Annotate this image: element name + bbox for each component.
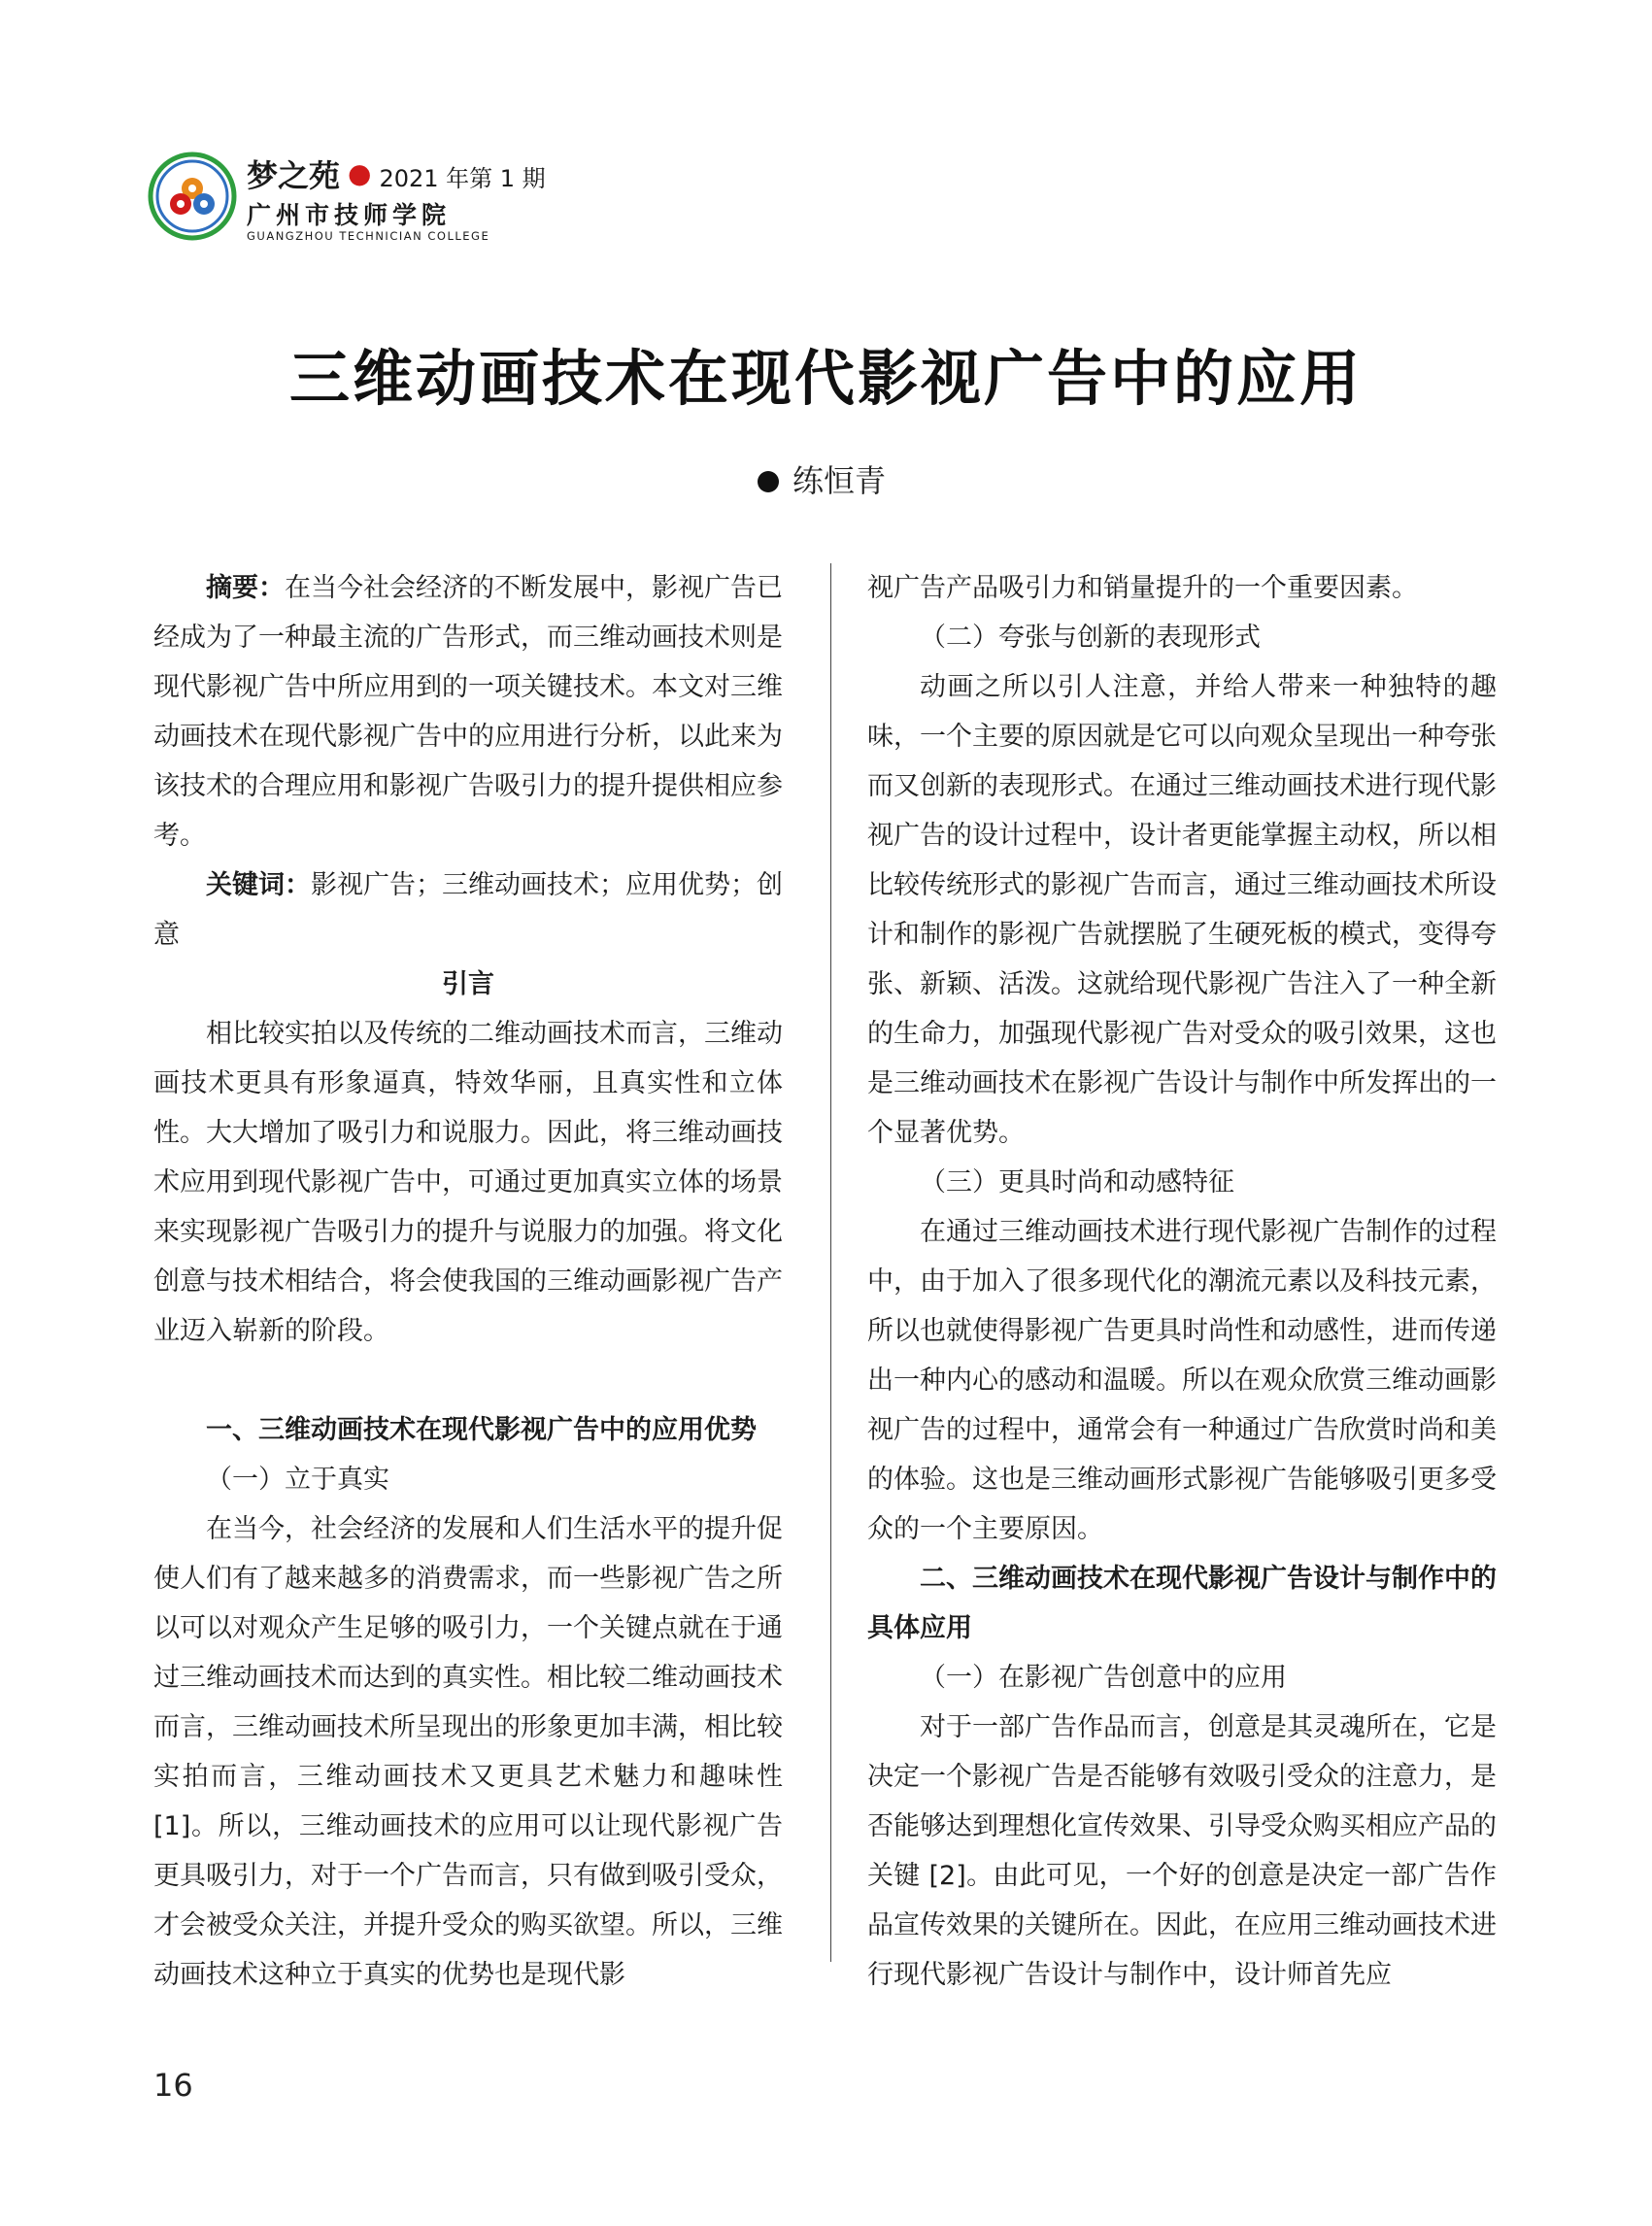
abstract-text: 在当今社会经济的不断发展中，影视广告已经成为了一种最主流的广告形式，而三维动画技术则是现代影视广告中所应用到的一项关键技术。本文对三维动画技术在现代影视广告中的应用进行分析，以此来为该技术的合理应用和影视广告吸引力的提升提供相应参考。 [153,573,783,851]
journal-header [148,146,556,253]
section1-paragraph-1: 在当今，社会经济的发展和人们生活水平的提升促使人们有了越来越多的消费需求，而一些影视广告之所以可以对观众产生足够的吸引力，一个关键点就在于通过三维动画技术而达到的真实性。相比较二维动画技术而言，三维动画技术所呈现出的形象更加丰满，相比较实拍而言，三维动画技术又更具艺术魅力和趣味性 [1]。所以，三维动画技术的应用可以让现代影视广告更具吸引力，对于一个广告而言，只有做到吸引受众，才会被受众关注，并提升受众的购买欲望。所以，三维动画技术这种立于真实的优势也是现代影 [153,1514,783,1990]
continued-paragraph: 视广告产品吸引力和销量提升的一个重要因素。 [867,573,1418,603]
page-number: 16 [153,2067,193,2104]
section1-heading: 一、三维动画技术在现代影视广告中的应用优势 [206,1415,757,1445]
section1-subheading-1: （一）立于真实 [206,1465,389,1495]
separator-dot-icon: ● [348,157,372,189]
issue-label: 2021 年第 1 期 [379,165,546,192]
abstract [153,563,783,860]
school-name-cn: 广州市技师学院 [247,201,452,229]
abstract-label: 摘要： [206,573,285,603]
column-divider [830,563,831,1962]
author-bullet-icon [758,471,779,492]
keywords [153,860,783,960]
section1-subheading-2: （二）夸张与创新的表现形式 [920,623,1261,653]
journal-name: 梦之苑 [247,157,341,194]
section2-subheading-1: （一）在影视广告创意中的应用 [920,1663,1287,1693]
section1-paragraph-3: 在通过三维动画技术进行现代影视广告制作的过程中，由于加入了很多现代化的潮流元素以及科技元素，所以也就使得影视广告更具时尚性和动感性，进而传递出一种内心的感动和温暖。所以在观众欣赏三维动画影视广告的过程中，通常会有一种通过广告欣赏时尚和美的体验。这也是三维动画形式影视广告能够吸引更多受众的一个主要原因。 [867,1217,1497,1544]
left-column [153,563,783,2000]
article-title: 三维动画技术在现代影视广告中的应用 [288,343,1363,414]
keywords-label: 关键词： [206,870,311,900]
author-line [758,456,886,501]
journal-line [247,152,546,196]
section2-heading: 二、三维动画技术在现代影视广告设计与制作中的具体应用 [867,1564,1497,1643]
section1-paragraph-2: 动画之所以引人注意，并给人带来一种独特的趣味，一个主要的原因就是它可以向观众呈现出一种夸张而又创新的表现形式。在通过三维动画技术进行现代影视广告的设计过程中，设计者更能掌握主动权，所以相比较传统形式的影视广告而言，通过三维动画技术所设计和制作的影视广告就摆脱了生硬死板的模式，变得夸张、新颖、活泼。这就给现代影视广告注入了一种全新的生命力，加强现代影视广告对受众的吸引效果，这也是三维动画技术在影视广告设计与制作中所发挥出的一个显著优势。 [867,672,1497,1148]
keywords-text: 影视广告；三维动画技术；应用优势；创意 [153,870,783,950]
intro-heading: 引言 [442,969,494,999]
college-logo-icon [148,152,237,241]
section2-paragraph-1: 对于一部广告作品而言，创意是其灵魂所在，它是决定一个影视广告是否能够有效吸引受众的注意力，是否能够达到理想化宣传效果、引导受众购买相应产品的关键 [2]。由此可见，一个好的创意是决定一部广告作品宣传效果的关键所在。因此，在应用三维动画技术进行现代影视广告设计与制作中，设计师首先应 [867,1712,1497,1990]
author-name: 练恒青 [792,462,887,499]
intro-paragraph: 相比较实拍以及传统的二维动画技术而言，三维动画技术更具有形象逼真，特效华丽，且真实性和立体性。大大增加了吸引力和说服力。因此，将三维动画技术应用到现代影视广告中，可通过更加真实立体的场景来实现影视广告吸引力的提升与说服力的加强。将文化创意与技术相结合，将会使我国的三维动画影视广告产业迈入崭新的阶段。 [153,1019,783,1346]
section1-subheading-3: （三）更具时尚和动感特征 [920,1167,1234,1197]
right-column [867,563,1497,2000]
spacer [153,1356,783,1405]
school-name-en: GUANGZHOU TECHNICIAN COLLEGE [247,229,490,243]
